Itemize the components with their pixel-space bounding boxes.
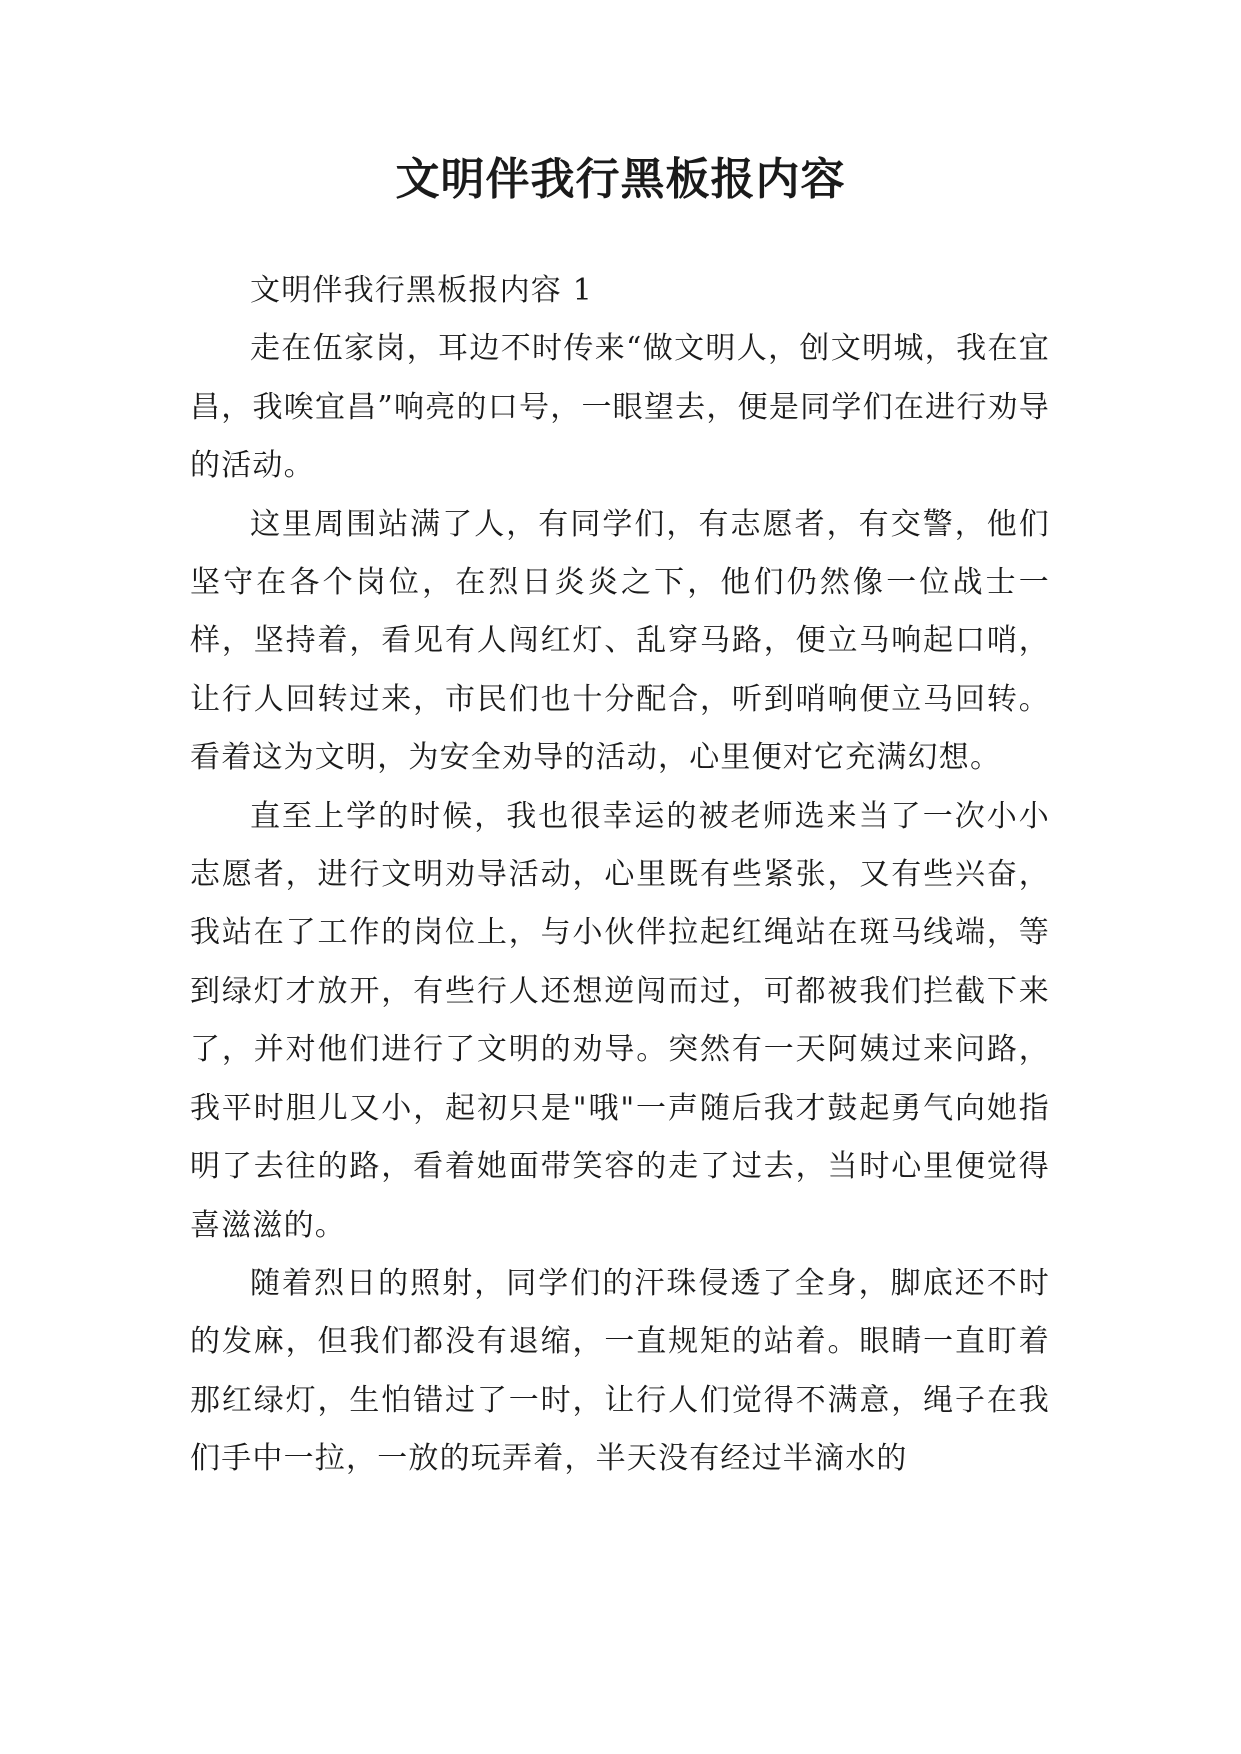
paragraph-3: 直至上学的时候，我也很幸运的被老师选来当了一次小小志愿者，进行文明劝导活动，心里既有些紧张，又有些兴奋，我站在了工作的岗位上，与小伙伴拉起红绳站在斑马线端，等到绿灯才放开，有些行人还想逆闯而过，可都被我们拦截下来了，并对他们进行了文明的劝导。突然有一天阿姨过来问路，我平时胆儿又小，起初只是"哦"一声随后我才鼓起勇气向她指明了去往的路，看着她面带笑容的走了过去，当时心里便觉得喜滋滋的。: [190, 798, 1050, 1243]
paragraph-2: 这里周围站满了人，有同学们，有志愿者，有交警，他们坚守在各个岗位，在烈日炎炎之下，他们仍然像一位战士一样，坚持着，看见有人闯红灯、乱穿马路，便立马响起口哨，让行人回转过来，市民们也十分配合，听到哨响便立马回转。看着这为文明，为安全劝导的活动，心里便对它充满幻想。: [190, 506, 1050, 776]
document-title: 文明伴我行黑板报内容: [395, 154, 846, 205]
paragraph-4: 随着烈日的照射，同学们的汗珠侵透了全身，脚底还不时的发麻，但我们都没有退缩，一直规矩的站着。眼睛一直盯着那红绿灯，生怕错过了一时，让行人们觉得不满意，绳子在我们手中一拉，一放的玩弄着，半天没有经过半滴水的: [190, 1265, 1050, 1477]
paragraph-1: 走在伍家岗，耳边不时传来“做文明人，创文明城，我在宜昌，我唉宜昌”响亮的口号，一眼望去，便是同学们在进行劝导的活动。: [190, 331, 1050, 484]
section-heading: 文明伴我行黑板报内容 1: [250, 273, 594, 308]
document-body: [190, 262, 1050, 1489]
